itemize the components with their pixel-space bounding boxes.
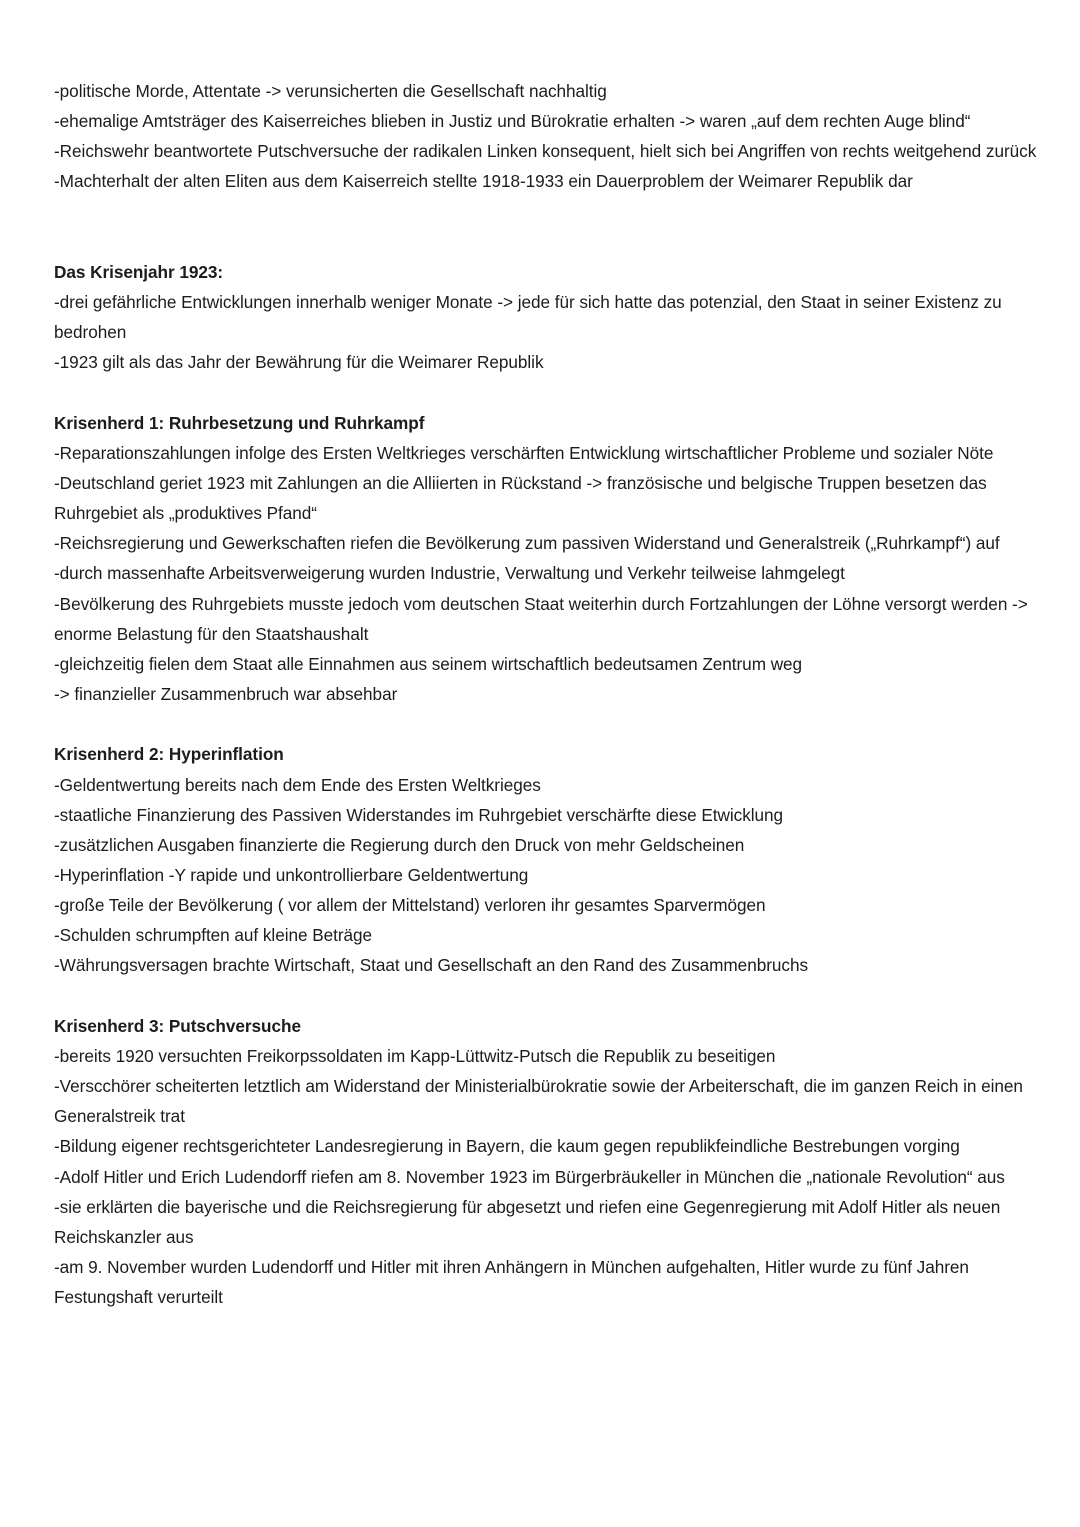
krisenherd2-line: -staatliche Finanzierung des Passiven Widerstandes im Ruhrgebiet verschärfte diese Etwicklung <box>54 804 784 825</box>
intro-line: -Reichswehr beantwortete Putschversuche der radikalen Linken konsequent, hielt sich bei Angriffen von rechts weitgehend zurück <box>54 141 1037 162</box>
krisenherd1-line: -gleichzeitig fielen dem Staat alle Einnahmen aus seinem wirtschaftlich bedeutsamen Zentrum weg <box>54 653 803 674</box>
intro-line: -Machterhalt der alten Eliten aus dem Kaiserreich stellte 1918-1933 ein Dauerproblem der Weimarer Republik dar <box>54 171 913 192</box>
krisenherd2-line: -Geldentwertung bereits nach dem Ende des Ersten Weltkrieges <box>54 774 541 795</box>
krisenherd1-line: -Reichsregierung und Gewerkschaften riefen die Bevölkerung zum passiven Widerstand und Generalstreik („Ruhrkampf“) auf <box>54 533 1000 554</box>
krisenherd2-line: -Währungsversagen brachte Wirtschaft, Staat und Gesellschaft an den Rand des Zusammenbruchs <box>54 955 808 976</box>
krisenherd1-line: -Bevölkerung des Ruhrgebiets musste jedoch vom deutschen Staat weiterhin durch Fortzahlungen der Löhne versorgt werden -> enorme Belastung für den Staatshaushalt <box>54 593 1028 644</box>
spacer <box>54 709 1044 739</box>
krisenherd3-line: -bereits 1920 versuchten Freikorpssoldaten im Kapp-Lüttwitz-Putsch die Republik zu beseitigen <box>54 1045 776 1066</box>
krisenherd1-line: -durch massenhafte Arbeitsverweigerung wurden Industrie, Verwaltung und Verkehr teilweise lahmgelegt <box>54 563 845 584</box>
intro-line: -politische Morde, Attentate -> verunsicherten die Gesellschaft nachhaltig <box>54 81 607 101</box>
krisenherd3-section <box>54 1011 1044 1313</box>
krisenherd2-line: -große Teile der Bevölkerung ( vor allem der Mittelstand) verloren ihr gesamtes Sparvermögen <box>54 895 766 916</box>
krisenherd3-heading: Krisenherd 3: Putschversuche <box>54 1015 301 1036</box>
spacer <box>54 197 1044 257</box>
intro-section <box>54 76 1044 197</box>
krisenherd1-line: -> finanzieller Zusammenbruch war absehbar <box>54 684 398 705</box>
krisenjahr-heading: Das Krisenjahr 1923: <box>54 261 224 282</box>
krisenherd2-line: -Schulden schrumpften auf kleine Beträge <box>54 925 373 946</box>
krisenherd1-line: -Reparationszahlungen infolge des Ersten Weltkrieges verschärften Entwicklung wirtschaftlicher Probleme und sozialer Nöte <box>54 442 994 463</box>
krisenherd3-line: -am 9. November wurden Ludendorff und Hitler mit ihren Anhängern in München aufgehalten, Hitler wurde zu fünf Jahren Festungshaft verurteilt <box>54 1257 969 1308</box>
krisenjahr-line: -1923 gilt als das Jahr der Bewährung für die Weimarer Republik <box>54 352 544 373</box>
krisenherd2-heading: Krisenherd 2: Hyperinflation <box>54 744 284 765</box>
krisenherd1-line: -Deutschland geriet 1923 mit Zahlungen an die Alliierten in Rückstand -> französische und belgische Truppen besetzen das Ruhrgebiet als „produktives Pfand“ <box>54 473 987 524</box>
krisenherd2-section <box>54 739 1044 980</box>
krisenherd3-line: -Adolf Hitler und Erich Ludendorff riefen am 8. November 1923 im Bürgerbräukeller in München die „nationale Revolution“ aus <box>54 1166 1005 1187</box>
krisenherd2-line: -Hyperinflation -Y rapide und unkontrollierbare Geldentwertung <box>54 865 529 886</box>
krisenherd3-line: -Bildung eigener rechtsgerichteter Landesregierung in Bayern, die kaum gegen republikfeindliche Bestrebungen vorging <box>54 1136 960 1157</box>
krisenherd2-line: -zusätzlichen Ausgaben finanzierte die Regierung durch den Druck von mehr Geldscheinen <box>54 834 745 855</box>
krisenherd1-section <box>54 408 1044 710</box>
krisenherd1-heading: Krisenherd 1: Ruhrbesetzung und Ruhrkampf <box>54 412 425 433</box>
document-page <box>54 76 1044 1312</box>
krisenherd3-line: -Verscchörer scheiterten letztlich am Widerstand der Ministerialbürokratie sowie der Arbeiterschaft, die im ganzen Reich in einen Generalstreik trat <box>54 1076 1023 1127</box>
intro-line: -ehemalige Amtsträger des Kaiserreiches blieben in Justiz und Bürokratie erhalten -> waren „auf dem rechten Auge blind“ <box>54 111 971 132</box>
spacer <box>54 378 1044 408</box>
krisenherd3-line: -sie erklärten die bayerische und die Reichsregierung für abgesetzt und riefen eine Gegenregierung mit Adolf Hitler als neuen Reichskanzler aus <box>54 1196 1001 1247</box>
krisenjahr-section <box>54 257 1044 378</box>
spacer <box>54 981 1044 1011</box>
krisenjahr-line: -drei gefährliche Entwicklungen innerhalb weniger Monate -> jede für sich hatte das potenzial, den Staat in seiner Existenz zu bedrohen <box>54 292 1002 343</box>
